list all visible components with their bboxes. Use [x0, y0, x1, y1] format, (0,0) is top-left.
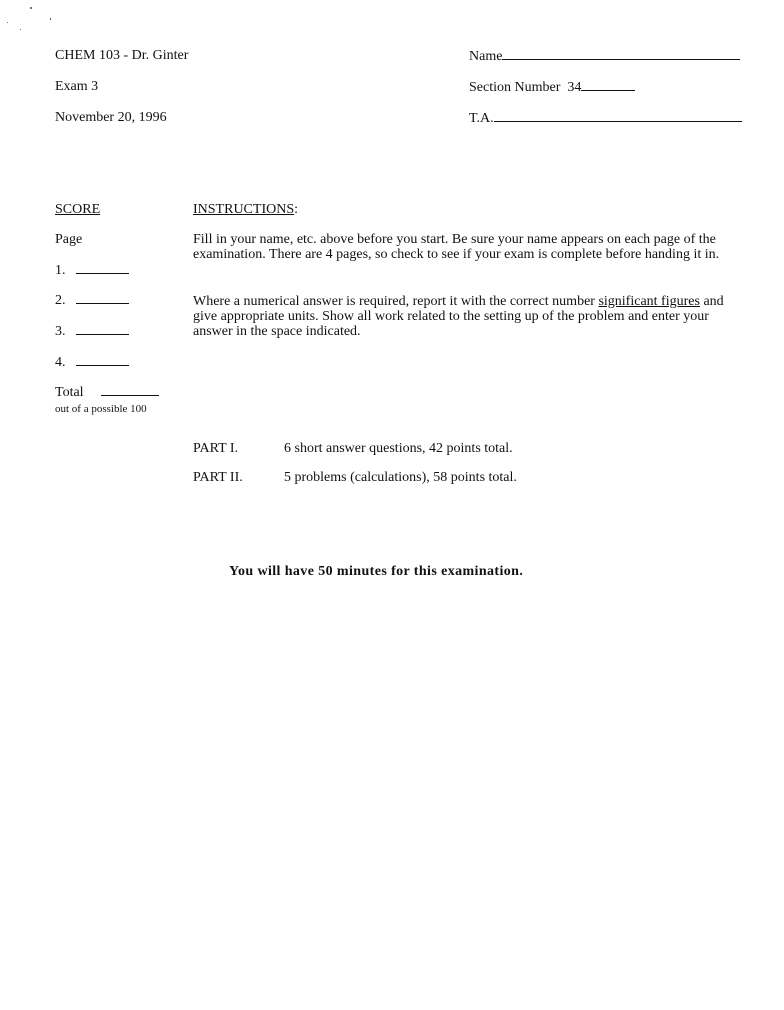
score-row[interactable] — [55, 262, 129, 279]
score-blank[interactable] — [76, 262, 129, 274]
instructions-paragraph-1: Fill in your name, etc. above before you start. Be sure your name appears on each page of the examination. There are 4 pages, so check to see if your exam is complete before handing it in. — [193, 232, 720, 262]
scan-speck — [50, 18, 51, 20]
score-row-number: 4. — [55, 355, 66, 370]
score-total-blank[interactable] — [101, 384, 159, 396]
score-row-number: 3. — [55, 324, 66, 339]
scan-speck — [30, 7, 32, 9]
name-field[interactable] — [469, 48, 740, 65]
exam-number: Exam 3 — [55, 79, 99, 94]
score-row-number: 1. — [55, 263, 66, 278]
score-total-label: Total — [55, 385, 84, 400]
name-label: Name — [469, 49, 503, 64]
time-limit-note: You will have 50 minutes for this examination. — [229, 564, 524, 579]
score-row[interactable] — [55, 354, 129, 371]
section-value: 34 — [567, 80, 582, 95]
score-total-note: out of a possible 100 — [55, 403, 147, 415]
score-page-label: Page — [55, 232, 83, 247]
instructions-paragraph-2-end: and give appropriate units. Show all work related to the setting up of the problem and enter your answer in the space indicated. — [193, 294, 724, 339]
instructions-heading-colon: : — [294, 202, 299, 217]
score-row[interactable] — [55, 323, 129, 340]
score-heading: SCORE — [55, 202, 101, 217]
instructions-heading-text: INSTRUCTIONS — [193, 202, 295, 217]
ta-blank[interactable] — [494, 110, 742, 122]
significant-figures-term: significant figures — [598, 294, 700, 309]
part-description: 6 short answer questions, 42 points total. — [284, 441, 513, 456]
part-label: PART II. — [193, 470, 243, 485]
section-blank[interactable] — [581, 79, 635, 91]
score-blank[interactable] — [76, 323, 129, 335]
score-row[interactable] — [55, 292, 129, 309]
exam-date: November 20, 1996 — [55, 110, 167, 125]
score-blank[interactable] — [76, 354, 129, 366]
instructions-paragraph-2-start: Where a numerical answer is required, report it with the correct number — [193, 294, 599, 309]
instructions-paragraph-2 — [193, 294, 745, 339]
part-description: 5 problems (calculations), 58 points total. — [284, 470, 517, 485]
scan-speck — [20, 29, 21, 30]
score-total[interactable] — [55, 384, 159, 401]
score-blank[interactable] — [76, 292, 129, 304]
ta-field[interactable] — [469, 110, 742, 127]
scan-speck — [7, 22, 8, 23]
instructions-heading — [193, 202, 298, 218]
course-title: CHEM 103 - Dr. Ginter — [55, 48, 189, 63]
part-label: PART I. — [193, 441, 239, 456]
ta-label: T.A. — [469, 111, 494, 126]
section-label: Section Number — [469, 80, 561, 95]
name-blank[interactable] — [502, 48, 740, 60]
section-field[interactable] — [469, 79, 635, 96]
score-row-number: 2. — [55, 293, 66, 308]
